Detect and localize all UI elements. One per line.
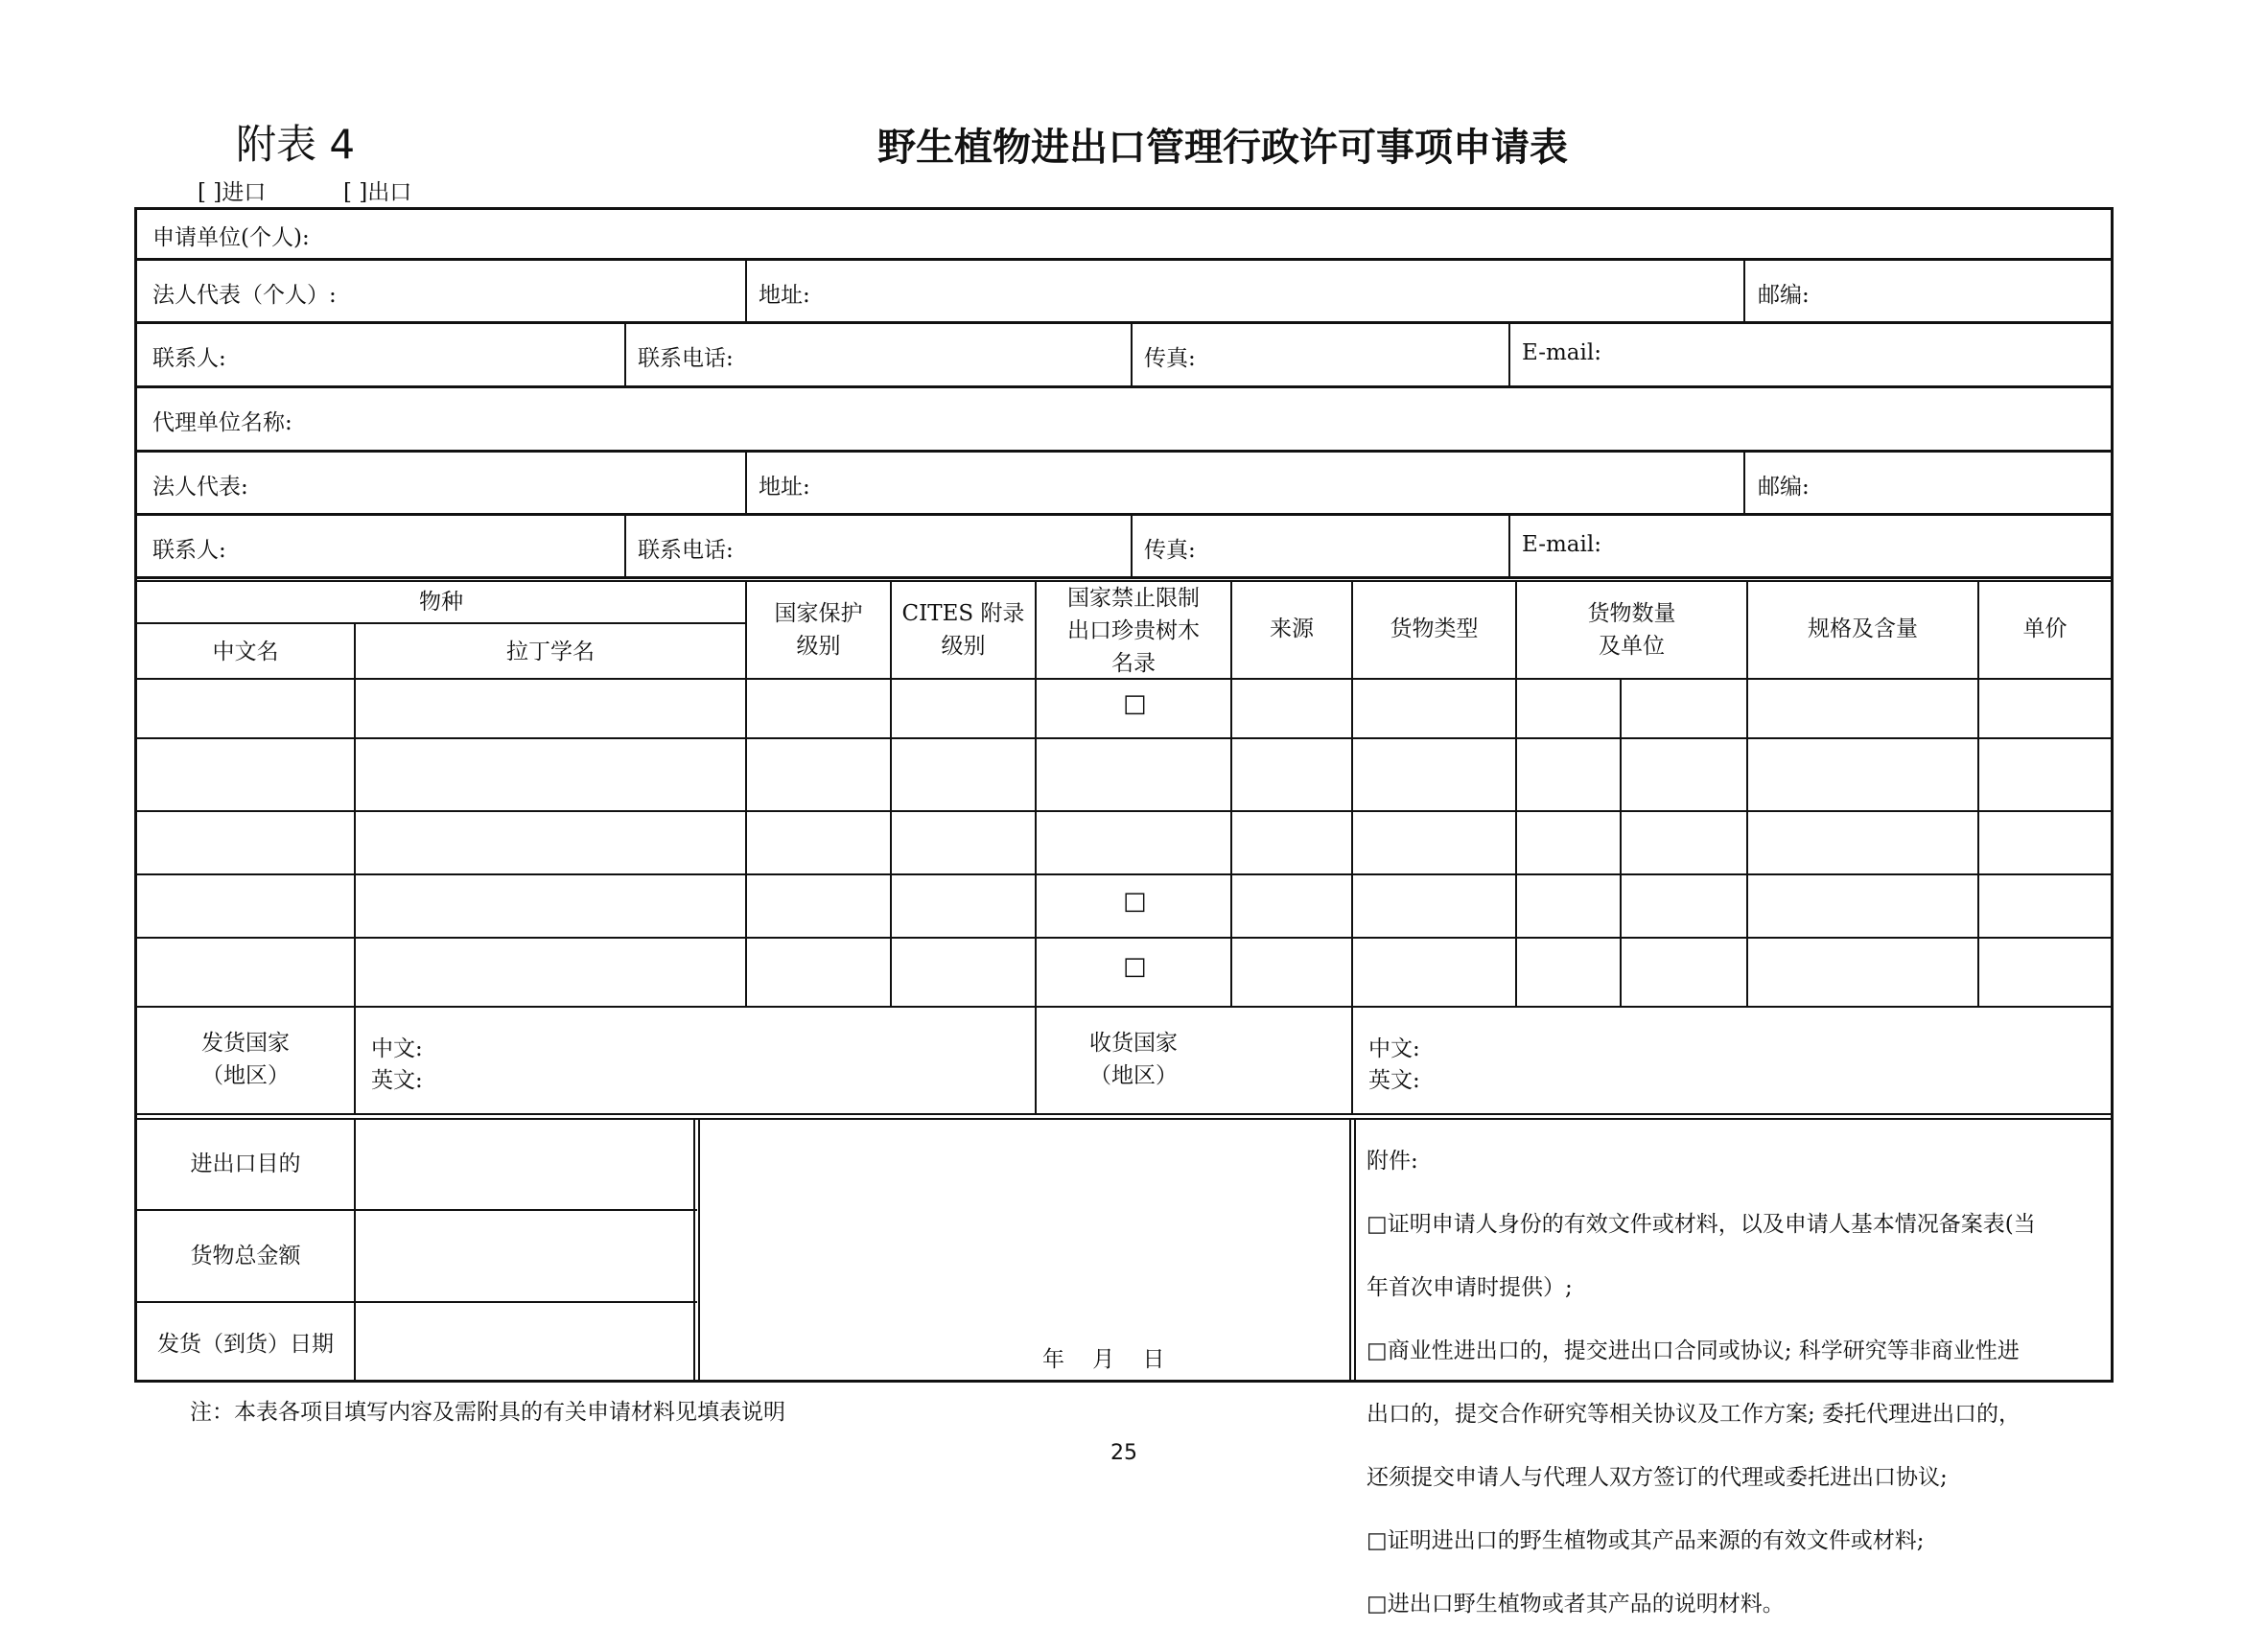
h-divider [137, 321, 2111, 324]
origin-chinese-label: 中文: [371, 1036, 423, 1061]
prohibited-list-header: 国家禁止限制 出口珍贵树木 名录 [1067, 586, 1200, 676]
attachment-item: □证明进出口的野生植物或其产品来源的有效文件或材料; [1367, 1528, 1925, 1553]
agent-phone-label: 联系电话: [638, 538, 734, 563]
attachment-item: 年首次申请时提供）; [1367, 1275, 1573, 1300]
v-divider [1508, 515, 1510, 578]
origin-country-label: 发货国家 （地区） [201, 1031, 290, 1088]
v-divider [698, 1118, 700, 1383]
v-divider [1743, 260, 1745, 323]
h-divider [137, 576, 2111, 579]
export-checkbox[interactable]: [ ]出口 [343, 180, 412, 205]
ship-date-label: 发货（到货）日期 [157, 1332, 334, 1357]
v-divider [1743, 452, 1745, 515]
dest-english-label: 英文: [1368, 1068, 1420, 1093]
dest-chinese-label: 中文: [1368, 1036, 1420, 1061]
date-line: 年 月 日 [1042, 1347, 1165, 1372]
goods-type-header: 货物类型 [1390, 617, 1479, 641]
v-divider [1351, 580, 1353, 1113]
prohibited-list-checkbox[interactable]: □ [1123, 887, 1147, 916]
v-divider [693, 1118, 695, 1383]
agent-contact-label: 联系人: [152, 538, 226, 563]
v-divider [624, 323, 626, 386]
h-divider [137, 513, 2111, 516]
v-divider [1349, 1118, 1351, 1383]
h-divider [137, 1006, 2111, 1008]
dest-country-label: 收货国家 （地区） [1089, 1031, 1178, 1088]
applicant-fax-label: 传真: [1144, 346, 1196, 371]
h-divider [137, 450, 2111, 453]
v-divider [1131, 323, 1133, 386]
v-divider [745, 452, 747, 515]
import-checkbox[interactable]: [ ]进口 [198, 180, 267, 205]
applicant-legal-rep-label: 法人代表（个人）: [152, 283, 337, 308]
attachment-item: □证明申请人身份的有效文件或材料，以及申请人基本情况备案表(当 [1367, 1212, 2036, 1237]
h-divider [137, 1209, 697, 1211]
protection-level-header: 国家保护 级别 [774, 601, 863, 659]
h-divider [137, 873, 2111, 875]
applicant-address-label: 地址: [759, 283, 810, 308]
h-divider [137, 937, 2111, 939]
v-divider [1131, 515, 1133, 578]
applicant-contact-label: 联系人: [152, 346, 226, 371]
v-divider [354, 1118, 356, 1383]
h-divider [137, 737, 2111, 739]
form-title: 野生植物进出口管理行政许可事项申请表 [877, 125, 1568, 170]
source-header: 来源 [1270, 617, 1314, 641]
attachments-block [1367, 1114, 2036, 1652]
prohibited-list-checkbox[interactable]: □ [1123, 952, 1147, 981]
attachment-item: 出口的，提交合作研究等相关协议及工作方案; 委托代理进出口的， [1367, 1402, 2021, 1427]
v-divider [354, 622, 356, 1113]
footer-note: 注：本表各项目填写内容及需附具的有关申请材料见填表说明 [190, 1400, 785, 1425]
agent-legal-rep-label: 法人代表: [152, 475, 248, 500]
latin-name-header: 拉丁学名 [506, 640, 595, 664]
applicant-email-label: E-mail: [1522, 340, 1601, 365]
agent-postcode-label: 邮编: [1758, 475, 1810, 500]
v-divider [624, 515, 626, 578]
purpose-label: 进出口目的 [190, 1152, 301, 1176]
h-divider [137, 810, 2111, 812]
attachments-title: 附件: [1367, 1149, 1418, 1174]
quantity-unit-header: 货物数量 及单位 [1587, 601, 1676, 659]
agent-fax-label: 传真: [1144, 538, 1196, 563]
agent-unit-label: 代理单位名称: [152, 410, 292, 435]
agent-email-label: E-mail: [1522, 532, 1601, 557]
attachment-item: 还须提交申请人与代理人双方签订的代理或委托进出口协议; [1367, 1465, 1948, 1490]
attachment-item: □进出口野生植物或者其产品的说明材料。 [1367, 1592, 1785, 1617]
agent-address-label: 地址: [759, 475, 810, 500]
applicant-phone-label: 联系电话: [638, 346, 734, 371]
v-divider [745, 260, 747, 323]
h-divider [137, 622, 745, 624]
species-header: 物种 [419, 590, 463, 615]
h-divider [137, 258, 2111, 261]
spec-content-header: 规格及含量 [1808, 617, 1918, 641]
h-divider [137, 385, 2111, 388]
attachment-item: □商业性进出口的，提交进出口合同或协议; 科学研究等非商业性进 [1367, 1338, 2020, 1363]
cites-level-header: CITES 附录 级别 [901, 601, 1025, 659]
v-divider [1354, 1118, 1356, 1383]
h-divider [137, 1301, 697, 1303]
origin-english-label: 英文: [371, 1068, 423, 1093]
prohibited-list-checkbox[interactable]: □ [1123, 689, 1147, 718]
v-divider [1508, 323, 1510, 386]
applicant-postcode-label: 邮编: [1758, 283, 1810, 308]
total-amount-label: 货物总金额 [190, 1244, 301, 1268]
unit-price-header: 单价 [2022, 617, 2068, 641]
applicant-unit-label: 申请单位(个人): [152, 225, 310, 250]
chinese-name-header: 中文名 [212, 640, 279, 664]
v-divider [1620, 678, 1622, 1008]
page-number: 25 [1110, 1441, 1137, 1465]
appendix-label: 附表 4 [236, 121, 356, 168]
